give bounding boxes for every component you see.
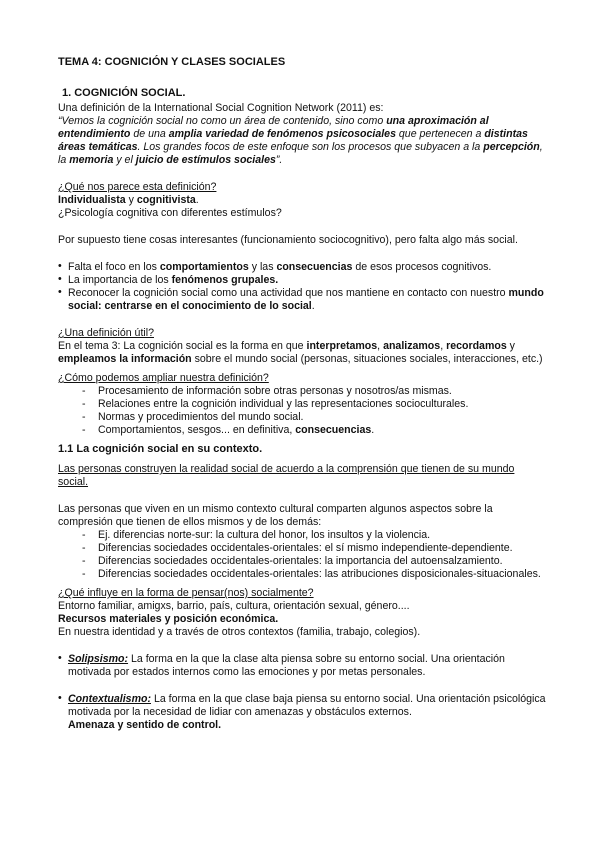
list-item: - Ej. diferencias norte-sur: la cultura del honor, los insultos y la violencia.	[82, 529, 546, 542]
question-definicion: ¿Qué nos parece esta definición?	[58, 181, 217, 193]
list-item: - Relaciones entre la cognición individual y las representaciones socioculturales.	[82, 398, 546, 411]
question-ampliar: ¿Cómo podemos ampliar nuestra definición?	[58, 372, 269, 384]
list-item: - Diferencias sociedades occidentales-orientales: el sí mismo independiente-dependiente.	[82, 542, 546, 555]
document-page	[58, 56, 546, 732]
list-item: - Comportamientos, sesgos... en definitiva, consecuencias.	[82, 424, 546, 437]
influence-line-entorno: Entorno familiar, amigxs, barrio, país, cultura, orientación sexual, género....	[58, 600, 410, 612]
list-item: • Reconocer la cognición social como una actividad que nos mantiene en contacto con nuestro mundo social: centrarse en el conocimiento de lo social.	[58, 287, 546, 313]
bullet-list-carencias	[58, 261, 546, 313]
paragraph-contexto-cultural: Las personas que viven en un mismo contexto cultural comparten algunos aspectos sobre la compresión que tienen de ellos mismos y de los demás:	[58, 503, 493, 528]
section-heading-contexto: 1.1 La cognición social en su contexto.	[58, 443, 263, 455]
definition-critique: Individualista y cognitivista.	[58, 194, 199, 206]
list-item-solipsismo: • Solipsismo: La forma en la que la clase alta piensa sobre su entorno social. Una orientación motivada por estados internos como las emociones y por metas personales.	[58, 653, 546, 679]
list-item: - Procesamiento de información sobre otras personas y nosotros/as mismas.	[82, 385, 546, 398]
dash-list-diferencias	[58, 529, 546, 581]
list-item: • La importancia de los fenómenos grupales.	[58, 274, 546, 287]
influence-line-recursos: Recursos materiales y posición económica.	[58, 613, 279, 625]
influence-line-identidad: En nuestra identidad y a través de otros contextos (familia, trabajo, colegios).	[58, 626, 421, 638]
bullet-list-orientaciones	[58, 653, 546, 679]
list-item: • Falta el foco en los comportamientos y las consecuencias de esos procesos cognitivos.	[58, 261, 546, 274]
definition-intro: Una definición de la International Social Cognition Network (2011) es:	[58, 102, 384, 114]
list-item: - Diferencias sociedades occidentales-orientales: la importancia del autoensalzamiento.	[82, 555, 546, 568]
dash-list-ampliar	[58, 385, 546, 437]
definition-quote: “Vemos la cognición social no como un área de contenido, sino como una aproximación al entendimiento de una amplia variedad de fenómenos psicosociales que pertenecen a distintas áreas temáticas. Los grandes focos de este enfoque son los procesos que subyacen a la percepción, la memoria y el juicio de estímulos sociales”.	[58, 115, 543, 166]
paragraph-tema3: En el tema 3: La cognición social es la forma en que interpretamos, analizamos, recordamos y empleamos la información sobre el mundo social (personas, situaciones sociales, interacciones, etc.)	[58, 340, 543, 365]
list-item: - Normas y procedimientos del mundo social.	[82, 411, 546, 424]
question-definicion-util: ¿Una definición útil?	[58, 327, 154, 339]
document-title: TEMA 4: COGNICIÓN Y CLASES SOCIALES	[58, 56, 286, 68]
underlined-statement: Las personas construyen la realidad social de acuerdo a la comprensión que tienen de su mundo social.	[58, 463, 515, 488]
list-item-contextualismo: • Contextualismo: La forma en la que clase baja piensa su entorno social. Una orientación psicológica motivada por la necesidad de lidiar con amenazas y obstáculos externos. Amenaza y sentido de control.	[58, 693, 546, 732]
list-item: - Diferencias sociedades occidentales-orientales: las atribuciones disposicionales-situacionales.	[82, 568, 546, 581]
paragraph-falta-social: Por supuesto tiene cosas interesantes (funcionamiento sociocognitivo), pero falta algo más social.	[58, 234, 518, 246]
bullet-list-contextualismo	[58, 693, 546, 732]
question-psicologia: ¿Psicología cognitiva con diferentes estímulos?	[58, 207, 282, 219]
question-influencia: ¿Qué influye en la forma de pensar(nos) socialmente?	[58, 587, 314, 599]
section-heading-cognicion-social: 1. COGNICIÓN SOCIAL.	[62, 87, 186, 99]
